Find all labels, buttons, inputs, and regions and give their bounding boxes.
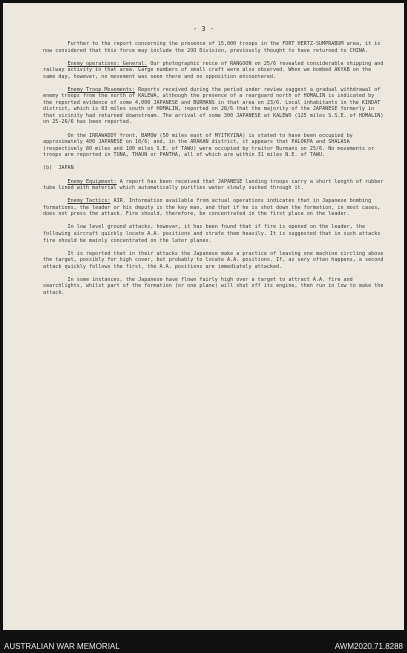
paragraph [43,41,384,54]
paragraph-text: (b) JAPAN [43,165,74,172]
paragraph-text: It is reported that in their attacks the Japanese make a practice of leaving one machine circling above the target, possibly for high cover, but probably to locate A.A. positions. If, as very often happens, a second attack quickly follows the first, the A.A. positions are immediately attacked. [43,250,387,270]
paragraph-heading: Enemy Tactics: [67,198,111,205]
paragraph-text: Reports received during the period under review suggest a gradual withdrawal of enemy troops from the north of KALEWA, although the presence of a rearguard north of HOMALIN is indicated by the reported evidence of some 4,000 JAPANESE and BURMANS in that area on 23/6. Local inhabitants in the KINDAT district, which is 83 miles south of HOMALIN, reported on 28/6 that the majority of the JAPANESE formerly in that vicinity had returned downstream. The arrival of some 300 JAPANESE at KALEWO (125 miles S.S.E. of HOMALIN) on 25-26/6 has been reported. [43,86,387,126]
paragraph [43,198,384,218]
section-heading [43,165,384,172]
paragraph-heading: Enemy operations: General. [67,60,148,67]
paragraph-heading: Enemy Equipment: [67,178,117,185]
document-body [43,41,387,303]
paragraph [43,250,387,271]
paragraph [43,276,387,297]
paragraph [43,133,384,159]
document-page [3,3,404,630]
paragraph-heading: Enemy Troop Movements: [67,86,136,93]
paragraph-text: On the IRRAWADDY front, BAMOW (50 miles east of MYITKYINA) is stated to have been occupied by approximately 400 JAPANESE on 10/6; and, in the ARAKAN district, it appears that PALOKPA and SHALASA (respectively 80 miles and 100 miles S.E. of TAWU) were occupied by traitor Burmans on 25/6. No movements or troops are reported in TUNA, THAUN or PANTHA, all of which are within 31 miles N.E. of TAWU. [43,132,378,159]
paragraph-text: Further to the report concerning the presence of 15,000 troops in the FORT HERTZ-SUMPRABUM area, it is now considered that this force may include the 2OO Division, previously thought to have returned to CHINA. [43,41,384,54]
paragraph [43,60,387,81]
paragraph [43,86,387,126]
page-number: - 3 - [192,25,215,33]
paragraph [43,224,384,244]
paragraph-text: Our photographic recce of RANGOON on 25/6 revealed considerable shipping and railway activity in that area. Large numbers of small craft were also observed. When we bombed AKYAB on the same day, however, no movement was seen there and no opposition encountered. [43,60,387,80]
paragraph-text: In low level ground attacks, however, it has been found that if fire is opened on the leader, the following aircraft quickly locate A.A. positions and strafe them heavily. It is suggested that in such attacks fire should be mainly concentrated on the later planes. [43,224,384,244]
paragraph [43,178,387,192]
footer-bar [0,630,407,653]
catalogue-id: AWM2020.71.8288 [334,642,403,651]
paragraph-text: In some instances, the Japanese have flown fairly high over a target to attract A.A. fire and searchlights, whilst part of the formation (or one plane) will shut off its engine, then run in low to make the attack. [43,276,387,296]
paragraph-text: AIR. Information available from actual operations indicates that in Japanese bombing formations, the leader or his deputy is the key man, and that if he is shot down the formation, in most cases, does not press the attack. Fire should, therefore, be concentrated in the first place on the leader. [43,198,384,218]
institution-label: AUSTRALIAN WAR MEMORIAL [4,642,120,651]
paragraph-text: A report has been received that JAPANESE landing troops carry a short length of rubber tube lined with material which automatically purifies water slowly sucked through it. [43,178,387,192]
